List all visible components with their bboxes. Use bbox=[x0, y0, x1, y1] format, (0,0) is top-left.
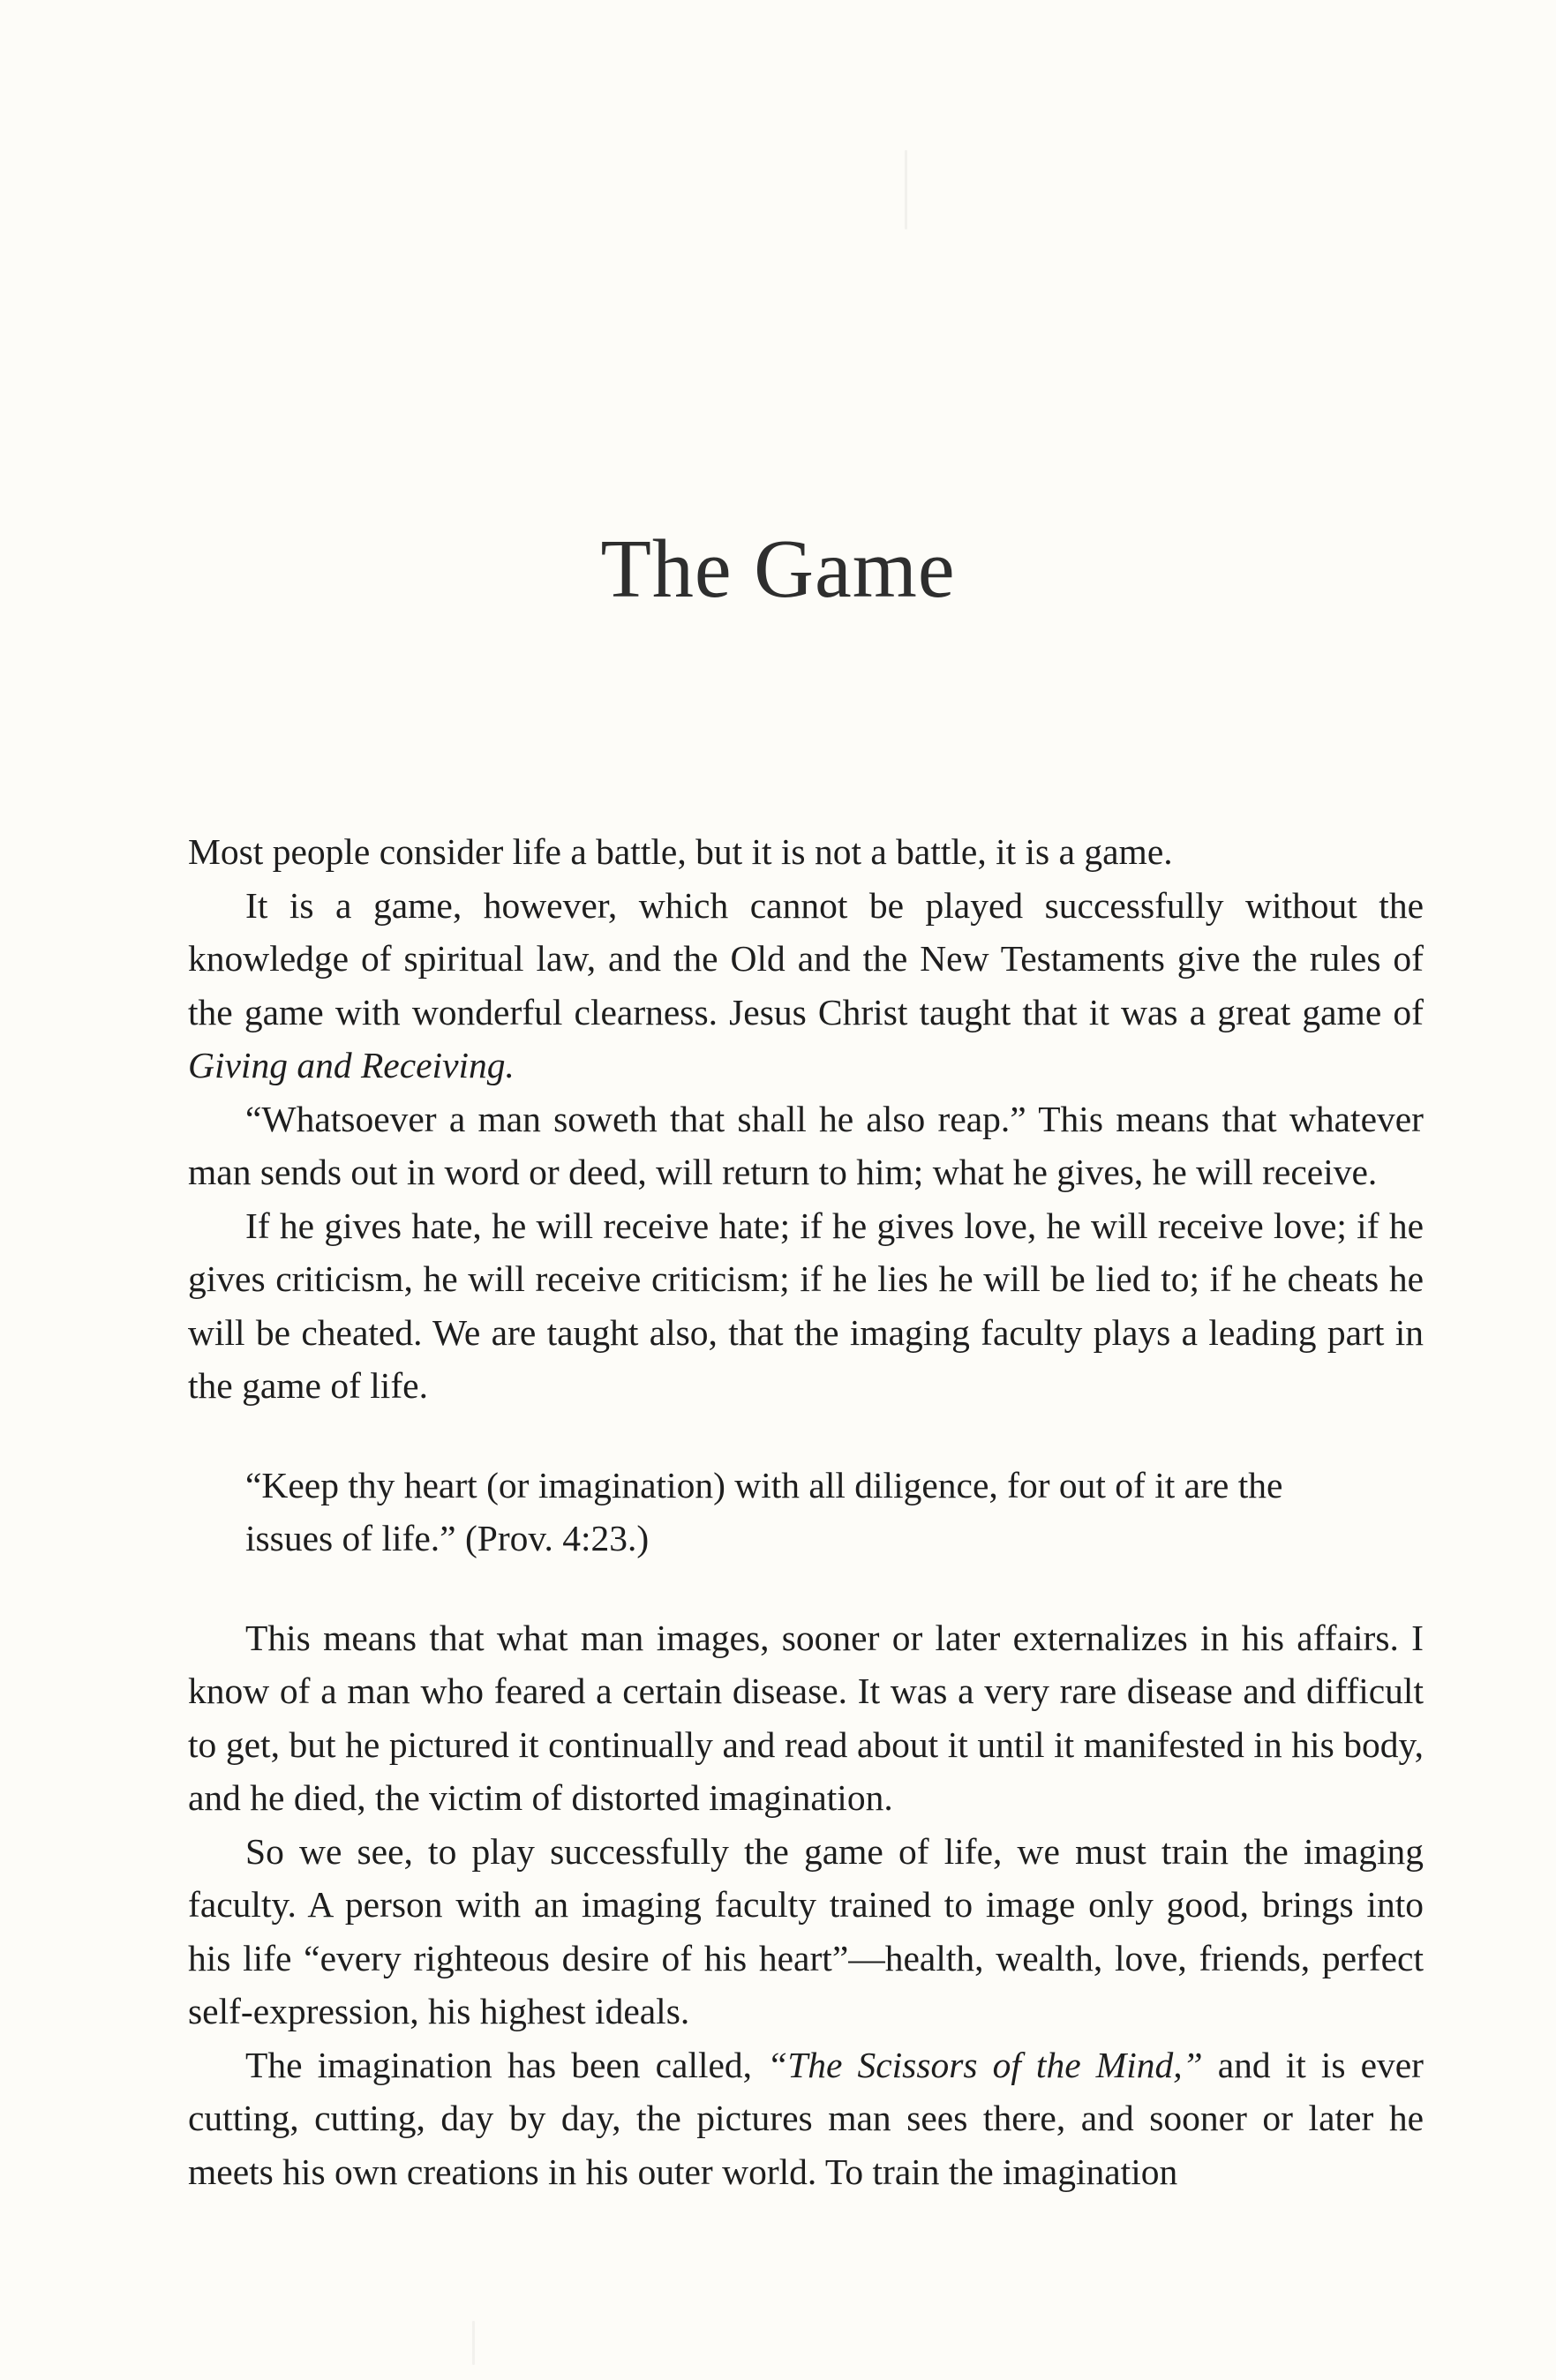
paragraph: This means that what man images, sooner or later externalizes in his affairs. I know of a man who feared a certain disease. It was a very rare disease and difficult to get, but he pictured it continually and read about it until it manifested in his body, and he died, the victim of distorted imagination. bbox=[188, 1617, 1424, 1818]
scan-mark bbox=[905, 150, 907, 229]
paragraph-text: It is a game, however, which cannot be played successfully without the knowledge of spiritual law, and the Old and the New Testaments give the rules of the game with wonderful clearness. Jesus Christ taught that it was a great game of bbox=[188, 884, 1424, 1032]
paragraph-text: and it is ever cutting, cutting, day by day, the pictures man sees there, and sooner or later he meets his own creations in his outer world. To train the imagination bbox=[188, 2044, 1424, 2192]
paragraph bbox=[188, 2038, 1424, 2199]
paragraph bbox=[188, 879, 1424, 1092]
block-quote: “Keep thy heart (or imagination) with all diligence, for out of it are the issues of life.” (Prov. 4:23.) bbox=[245, 1464, 1283, 1558]
paragraph: If he gives hate, he will receive hate; if he gives love, he will receive love; if he gives criticism, he will receive criticism; if he lies he will be lied to; if he cheats he will be cheated. We are taught also, that the imaging faculty plays a leading part in the game of life. bbox=[188, 1205, 1424, 1406]
paragraph: So we see, to play successfully the game of life, we must train the imaging faculty. A person with an imaging faculty trained to image only good, brings into his life “every righteous desire of his heart”—health, wealth, love, friends, perfect self-expression, his highest ideals. bbox=[188, 1830, 1424, 2031]
chapter-body bbox=[188, 825, 1424, 2198]
chapter-title: The Game bbox=[600, 522, 956, 615]
scan-mark bbox=[472, 2321, 475, 2365]
paragraph: “Whatsoever a man soweth that shall he also reap.” This means that whatever man sends out in word or deed, will return to him; what he gives, he will receive. bbox=[188, 1098, 1424, 1192]
emphasis-text: Giving and Receiving. bbox=[188, 1045, 515, 1085]
emphasis-text: “The Scissors of the Mind,” bbox=[767, 2044, 1203, 2085]
paragraph-text: The imagination has been called, bbox=[245, 2044, 768, 2085]
paragraph: Most people consider life a battle, but it is not a battle, it is a game. bbox=[188, 831, 1173, 872]
